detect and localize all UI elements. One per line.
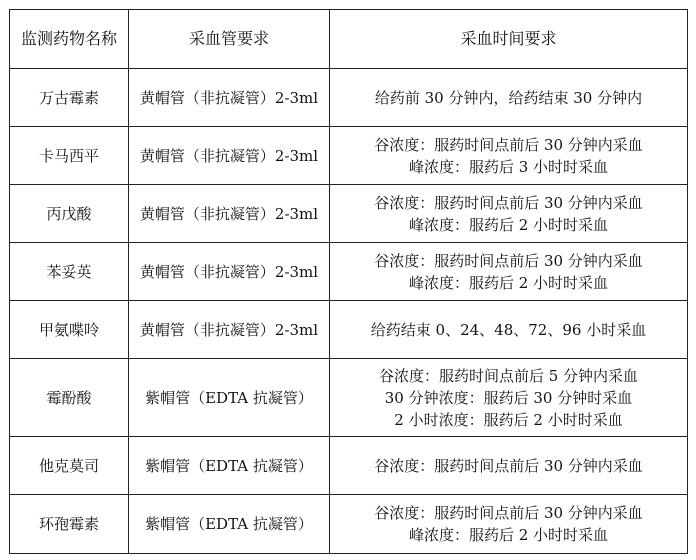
timing-cell [330,359,688,437]
timing-cell [330,243,688,301]
table-row [10,185,688,243]
table-row [10,437,688,495]
timing-line: 谷浓度：服药时间点前后 5 分钟内采血 [378,366,639,385]
table-header-row [10,10,688,69]
timing-cell [330,127,688,185]
timing-cell [330,185,688,243]
drug-name-cell: 他克莫司 [10,437,129,495]
tube-cell: 黄帽管（非抗凝管）2-3ml [129,185,330,243]
tube-cell: 紫帽管（EDTA 抗凝管） [129,495,330,554]
header-tube-requirement: 采血管要求 [129,10,330,69]
tube-cell: 黄帽管（非抗凝管）2-3ml [129,243,330,301]
tube-cell: 黄帽管（非抗凝管）2-3ml [129,301,330,359]
drug-name-cell: 霉酚酸 [10,359,129,437]
timing-line: 谷浓度：服药时间点前后 30 分钟内采血 [374,504,643,522]
drug-name-cell: 苯妥英 [10,243,129,301]
timing-cell [330,437,688,495]
tube-cell: 紫帽管（EDTA 抗凝管） [129,437,330,495]
timing-line: 峰浓度：服药后 2 小时时采血 [408,526,609,544]
drug-name-cell: 卡马西平 [10,127,129,185]
drug-name-cell: 甲氨喋呤 [10,301,129,359]
table-row [10,359,688,437]
timing-line: 谷浓度：服药时间点前后 30 分钟内采血 [374,135,643,154]
tube-cell: 黄帽管（非抗凝管）2-3ml [129,69,330,127]
timing-cell [330,69,688,127]
table-row [10,301,688,359]
timing-cell [330,495,688,554]
timing-line: 2 小时浓度：服药后 2 小时时采血 [394,410,623,429]
timing-line: 峰浓度：服药后 2 小时时采血 [408,273,609,292]
tube-cell: 紫帽管（EDTA 抗凝管） [129,359,330,437]
tube-cell: 黄帽管（非抗凝管）2-3ml [129,127,330,185]
timing-cell [330,301,688,359]
table-row [10,495,688,554]
timing-line: 谷浓度：服药时间点前后 30 分钟内采血 [374,251,643,270]
header-drug-name: 监测药物名称 [10,10,129,69]
table-row [10,127,688,185]
table-row [10,243,688,301]
blood-sampling-table [9,9,688,554]
timing-line: 给药前 30 分钟内，给药结束 30 分钟内 [374,88,643,107]
timing-line: 峰浓度：服药后 2 小时时采血 [408,215,609,234]
drug-name-cell: 环孢霉素 [10,495,129,554]
header-timing-requirement: 采血时间要求 [330,10,688,69]
drug-name-cell: 万古霉素 [10,69,129,127]
timing-line: 峰浓度：服药后 3 小时时采血 [408,157,609,176]
timing-line: 谷浓度：服药时间点前后 30 分钟内采血 [374,456,643,475]
drug-name-cell: 丙戊酸 [10,185,129,243]
timing-line: 给药结束 0、24、48、72、96 小时采血 [370,320,647,339]
table-row [10,69,688,127]
timing-line: 30 分钟浓度：服药后 30 分钟时采血 [384,388,633,407]
timing-line: 谷浓度：服药时间点前后 30 分钟内采血 [374,193,643,212]
